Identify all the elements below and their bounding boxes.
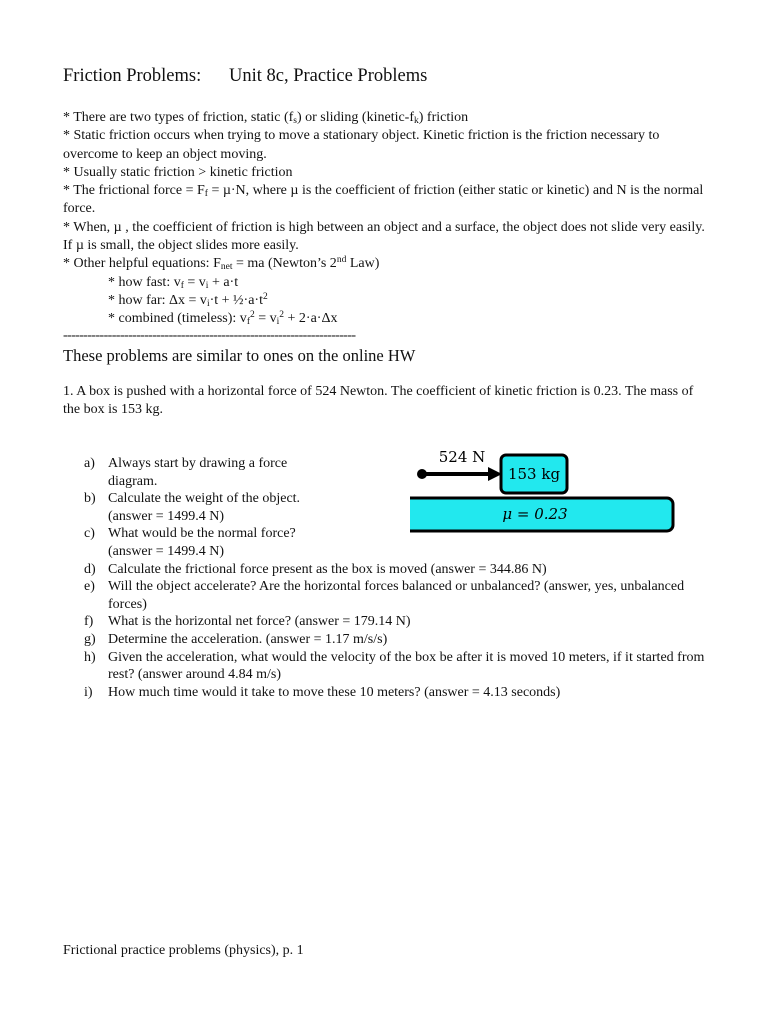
- note-helpful-equations: * Other helpful equations: $F_{net}$ = ma (Newton’s 2nd Law): [63, 255, 380, 273]
- page-footer: Frictional practice problems (physics), p. 1: [63, 943, 304, 958]
- list-item: g) Determine the acceleration. (answer = 1.17 m/s/s): [84, 631, 388, 647]
- list-item: f) What is the horizontal net force? (answer = 179.14 N): [84, 614, 411, 630]
- friction-notes: [63, 109, 713, 329]
- list-item: e) Will the object accelerate? Are the horizontal forces balanced or unbalanced? (answer, yes, unbalanced forces): [84, 579, 685, 612]
- force-label: 524 N: [438, 448, 486, 466]
- section-heading: These problems are similar to ones on the online HW: [63, 346, 416, 365]
- list-item: c) What would be the normal force? (answer = 1499.4 N): [84, 526, 296, 559]
- equation-how-fast: * how fast: $v_f = v_i + a\cdot t$: [108, 274, 239, 291]
- problem-1-steps: [63, 455, 708, 701]
- page-title: Friction Problems: Unit 8c, Practice Problems: [63, 66, 428, 86]
- note-frictional-force: * The frictional force = $F_f = \mu\cdot N$, where µ is the coefficient of friction (either static or kinetic) and N is the normal force.: [63, 183, 704, 217]
- equation-how-far: * how far: $\Delta x = v_i\cdot t$ + $\frac{1}{2}\cdot a\cdot t^2$: [108, 291, 268, 309]
- list-item: i) How much time would it take to move these 10 meters? (answer = 4.13 seconds): [84, 684, 561, 700]
- list-item: h) Given the acceleration, what would the velocity of the box be after it is moved 10 meters, if it started from rest? (answer around 4.84 m/s): [84, 649, 705, 683]
- list-item: a) Always start by drawing a force diagram.: [84, 456, 288, 489]
- equation-timeless: * combined (timeless): $v_f^2 = v_i^2 + 2\cdot a\cdot\Delta x$: [108, 310, 338, 328]
- note-coefficient: * When, µ , the coefficient of friction is high between an object and a surface, the object does not slide very easily. If µ is small, the object slides more easily.: [63, 219, 705, 254]
- box-label: 153 kg: [507, 465, 561, 483]
- note-static-greater: * Usually static friction > kinetic friction: [63, 164, 293, 180]
- dashed-divider: ------------------------------------------------------------------------: [63, 328, 356, 343]
- list-item: d) Calculate the frictional force present as the box is moved (answer = 344.86 N): [84, 561, 547, 577]
- list-item: b) Calculate the weight of the object.(answer = 1499.4 N): [84, 491, 301, 524]
- note-static-vs-kinetic: * Static friction occurs when trying to move a stationary object. Kinetic friction is the friction necessary to overcome to keep an object moving.: [63, 128, 660, 162]
- surface-label: μ = 0.23: [502, 505, 568, 523]
- problem-1-statement: 1. A box is pushed with a horizontal force of 524 Newton. The coefficient of kinetic friction is 0.23. The mass of the box is 153 kg.: [63, 384, 694, 418]
- note-types-of-friction: * There are two types of friction, static $(f_s)$ or sliding $(kinetic-f_k)$ friction: [63, 110, 469, 126]
